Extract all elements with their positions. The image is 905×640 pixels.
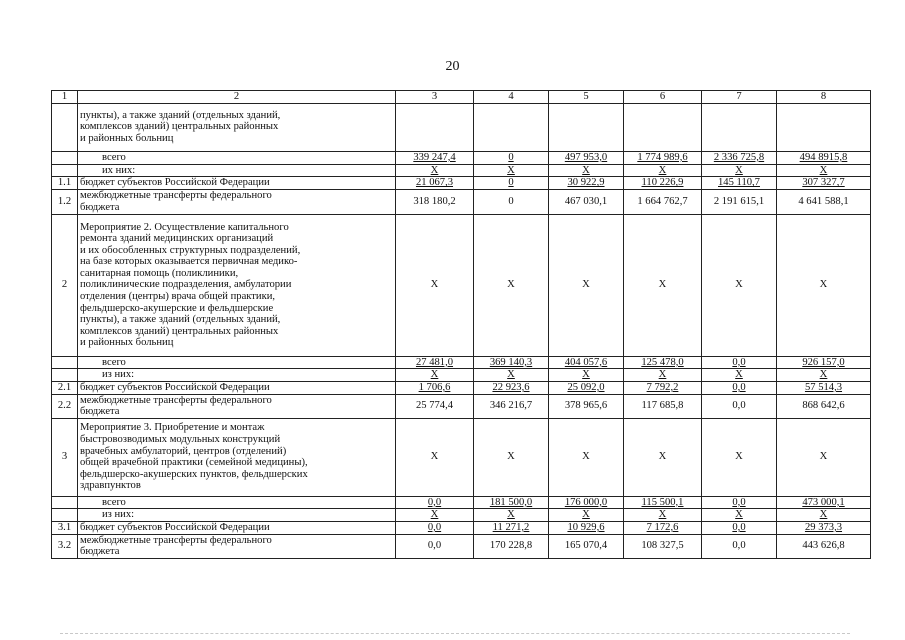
value-cell: 115 500,1 (624, 496, 702, 509)
row-name-line: комплексов зданий) центральных районных (80, 121, 279, 133)
row-name-line: и районных больниц (80, 337, 174, 349)
row-name-line: Мероприятие 2. Осуществление капитального (80, 221, 289, 233)
row-number (52, 164, 78, 177)
value-cell: 404 057,6 (549, 356, 624, 369)
value-cell: 0,0 (396, 496, 474, 509)
column-header: 3 (396, 91, 474, 104)
value-cell: Х (777, 418, 871, 496)
row-number (52, 103, 78, 151)
value-cell: Х (702, 164, 777, 177)
value-cell (474, 103, 549, 151)
value-cell: 868 642,6 (777, 394, 871, 418)
row-name-line: Мероприятие 3. Приобретение и монтаж (80, 422, 265, 434)
value-cell: 25 092,0 (549, 381, 624, 394)
value-cell: 10 929,6 (549, 521, 624, 534)
value-cell: 110 226,9 (624, 177, 702, 190)
value-cell: Х (474, 214, 549, 356)
value-cell: Х (396, 214, 474, 356)
row-name-line: здравпунктов (80, 480, 141, 492)
value-cell: 170 228,8 (474, 534, 549, 558)
value-cell: 0,0 (396, 534, 474, 558)
table-row (52, 164, 871, 177)
value-cell: 0,0 (396, 521, 474, 534)
value-cell: 125 478,0 (624, 356, 702, 369)
value-cell: 25 774,4 (396, 394, 474, 418)
row-name-line: бюджета (80, 406, 120, 418)
value-cell: 346 216,7 (474, 394, 549, 418)
row-number: 1.2 (52, 189, 78, 214)
table-row (52, 356, 871, 369)
row-name (78, 521, 396, 534)
value-cell: 57 514,3 (777, 381, 871, 394)
value-cell: Х (549, 164, 624, 177)
value-cell: Х (702, 214, 777, 356)
value-cell (624, 103, 702, 151)
row-name-line: из них: (102, 509, 135, 521)
column-header: 6 (624, 91, 702, 104)
value-cell: Х (549, 418, 624, 496)
value-cell: 926 157,0 (777, 356, 871, 369)
column-header: 5 (549, 91, 624, 104)
row-number (52, 356, 78, 369)
table-row (52, 521, 871, 534)
value-cell: Х (777, 214, 871, 356)
row-name-line: бюджет субъектов Российской Федерации (80, 521, 270, 533)
value-cell: 307 327,7 (777, 177, 871, 190)
row-name (78, 394, 396, 418)
value-cell: 443 626,8 (777, 534, 871, 558)
page-number: 20 (445, 59, 460, 74)
value-cell: 473 000,1 (777, 496, 871, 509)
value-cell (702, 103, 777, 151)
column-header: 1 (52, 91, 78, 104)
value-cell: 4 641 588,1 (777, 189, 871, 214)
value-cell (549, 103, 624, 151)
value-cell: 11 271,2 (474, 521, 549, 534)
value-cell: 108 327,5 (624, 534, 702, 558)
value-cell: 7 172,6 (624, 521, 702, 534)
row-name-line: и районных больниц (80, 132, 174, 144)
value-cell: 1 664 762,7 (624, 189, 702, 214)
value-cell: Х (777, 509, 871, 522)
row-name-line: санитарная помощь (поликлиники, (80, 267, 239, 279)
budget-table (51, 90, 871, 559)
row-number: 2 (52, 214, 78, 356)
row-name-line: межбюджетные трансферты федерального (80, 534, 272, 546)
column-header: 4 (474, 91, 549, 104)
value-cell: Х (549, 509, 624, 522)
table-row (52, 369, 871, 382)
value-cell (396, 103, 474, 151)
value-cell: 0,0 (702, 394, 777, 418)
row-name (78, 534, 396, 558)
value-cell: Х (549, 369, 624, 382)
value-cell: Х (474, 418, 549, 496)
value-cell: 0,0 (702, 356, 777, 369)
row-name-line: и их обособленных структурных подразделений, (80, 244, 301, 256)
table-row (52, 534, 871, 558)
value-cell: Х (396, 164, 474, 177)
row-name-line: отделения (центры) врача общей практики, (80, 291, 276, 303)
row-name-line: общей врачебной практики (семейной медицины), (80, 457, 308, 469)
row-name-line: из них: (102, 369, 135, 381)
value-cell (777, 103, 871, 151)
value-cell: 0,0 (702, 496, 777, 509)
row-name-line: фельдшерско-акушерские и фельдшерские (80, 302, 274, 314)
row-name-line: пункты), а также зданий (отдельных зданий, (80, 314, 281, 326)
row-name (78, 418, 396, 496)
table-row (52, 151, 871, 164)
value-cell: Х (396, 369, 474, 382)
row-number (52, 509, 78, 522)
table-row (52, 177, 871, 190)
value-cell: 2 191 615,1 (702, 189, 777, 214)
value-cell: 145 110,7 (702, 177, 777, 190)
value-cell: 27 481,0 (396, 356, 474, 369)
value-cell: 1 774 989,6 (624, 151, 702, 164)
row-name (78, 381, 396, 394)
row-name (78, 189, 396, 214)
value-cell: 117 685,8 (624, 394, 702, 418)
value-cell: Х (702, 509, 777, 522)
row-name-line: бюджета (80, 546, 120, 558)
row-name (78, 369, 396, 382)
row-number: 3.1 (52, 521, 78, 534)
value-cell: 0 (474, 151, 549, 164)
value-cell: 176 000,0 (549, 496, 624, 509)
table-row (52, 381, 871, 394)
row-name-line: всего (102, 356, 126, 368)
table-row (52, 214, 871, 356)
value-cell: 339 247,4 (396, 151, 474, 164)
row-name (78, 496, 396, 509)
value-cell: 29 373,3 (777, 521, 871, 534)
value-cell: Х (549, 214, 624, 356)
row-number: 1.1 (52, 177, 78, 190)
row-name-line: врачебных амбулаторий, центров (отделений) (80, 445, 287, 457)
row-number: 3.2 (52, 534, 78, 558)
value-cell: Х (702, 369, 777, 382)
value-cell: 497 953,0 (549, 151, 624, 164)
value-cell: 0 (474, 177, 549, 190)
value-cell: 30 922,9 (549, 177, 624, 190)
row-name (78, 214, 396, 356)
row-name-line: бюджет субъектов Российской Федерации (80, 381, 270, 393)
row-name (78, 103, 396, 151)
value-cell: Х (777, 369, 871, 382)
row-name-line: всего (102, 151, 126, 163)
value-cell: 0,0 (702, 381, 777, 394)
row-name-line: поликлинические подразделения, амбулатории (80, 279, 292, 291)
value-cell: Х (702, 418, 777, 496)
value-cell: 21 067,3 (396, 177, 474, 190)
table-row (52, 103, 871, 151)
row-name-line: фельдшерско-акушерских пунктов, фельдшерских (80, 468, 308, 480)
row-name-line: межбюджетные трансферты федерального (80, 190, 272, 202)
row-name-line: их них: (102, 164, 136, 176)
row-name-line: ремонта зданий медицинских организаций (80, 233, 274, 245)
value-cell: 0,0 (702, 521, 777, 534)
row-name (78, 177, 396, 190)
value-cell: Х (474, 369, 549, 382)
value-cell: 0 (474, 189, 549, 214)
table-row (52, 394, 871, 418)
row-name (78, 164, 396, 177)
value-cell: Х (624, 418, 702, 496)
row-number (52, 151, 78, 164)
value-cell: 7 792,2 (624, 381, 702, 394)
value-cell: Х (777, 164, 871, 177)
row-name-line: бюджет субъектов Российской Федерации (80, 177, 270, 189)
table-row (52, 189, 871, 214)
table-row (52, 509, 871, 522)
value-cell: Х (624, 164, 702, 177)
row-name-line: быстровозводимых модульных конструкций (80, 434, 281, 446)
row-name (78, 356, 396, 369)
table-row (52, 418, 871, 496)
row-name-line: пункты), а также зданий (отдельных зданий, (80, 109, 281, 121)
value-cell: Х (624, 214, 702, 356)
value-cell: 22 923,6 (474, 381, 549, 394)
value-cell: Х (396, 509, 474, 522)
value-cell: 1 706,6 (396, 381, 474, 394)
column-header: 2 (78, 91, 396, 104)
value-cell: 165 070,4 (549, 534, 624, 558)
row-number (52, 369, 78, 382)
value-cell: 0,0 (702, 534, 777, 558)
table-row (52, 496, 871, 509)
row-name (78, 509, 396, 522)
column-number-row (52, 91, 871, 104)
column-header: 8 (777, 91, 871, 104)
value-cell: 369 140,3 (474, 356, 549, 369)
row-number: 3 (52, 418, 78, 496)
value-cell: 467 030,1 (549, 189, 624, 214)
value-cell: 494 8915,8 (777, 151, 871, 164)
row-name-line: на базе которых оказывается первичная медико- (80, 256, 298, 268)
column-header: 7 (702, 91, 777, 104)
row-number (52, 496, 78, 509)
value-cell: Х (624, 509, 702, 522)
value-cell: Х (624, 369, 702, 382)
value-cell: 378 965,6 (549, 394, 624, 418)
row-name-line: межбюджетные трансферты федерального (80, 394, 272, 406)
row-number: 2.1 (52, 381, 78, 394)
value-cell: 318 180,2 (396, 189, 474, 214)
row-name-line: всего (102, 496, 126, 508)
value-cell: 181 500,0 (474, 496, 549, 509)
row-name-line: комплексов зданий) центральных районных (80, 325, 279, 337)
scan-edge-line (60, 633, 850, 635)
row-number: 2.2 (52, 394, 78, 418)
value-cell: Х (396, 418, 474, 496)
value-cell: Х (474, 164, 549, 177)
value-cell: Х (474, 509, 549, 522)
row-name (78, 151, 396, 164)
value-cell: 2 336 725,8 (702, 151, 777, 164)
row-name-line: бюджета (80, 201, 120, 213)
